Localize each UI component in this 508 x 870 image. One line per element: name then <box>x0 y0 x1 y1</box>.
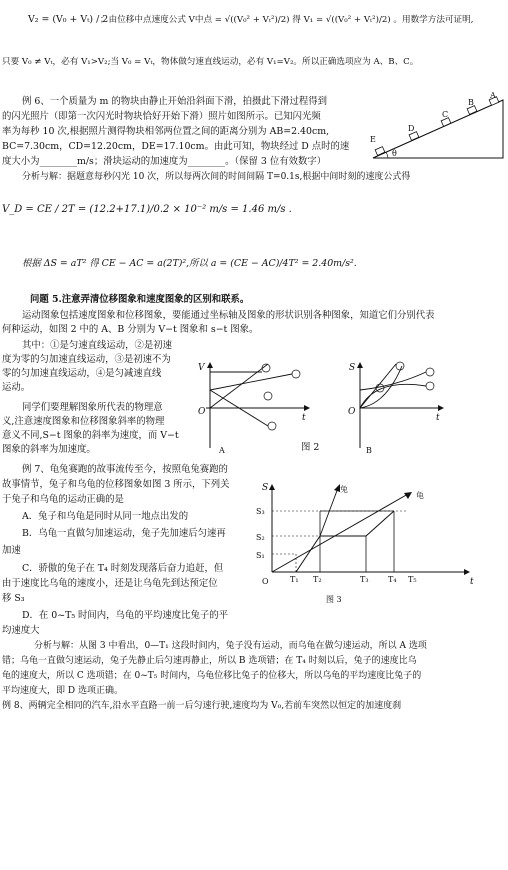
graph-a-origin: O <box>198 407 206 417</box>
incline-angle-theta: θ <box>392 149 397 158</box>
text-line-1a: V₂ = (V₀ + Vₜ) / 2 <box>28 14 109 25</box>
example7-option-c-2: 由于速度比乌龟的速度小，还是让乌龟先到达预定位 <box>2 578 218 589</box>
graph-3-xtick-t1: T₁ <box>290 575 299 584</box>
incline-label-c: C <box>442 110 449 119</box>
graph-3-xlabel: t <box>470 577 474 587</box>
graph-3-rabbit-label: 兔 <box>340 485 348 494</box>
question5-line-5: 零的匀加速直线运动，④是匀减速直线 <box>2 368 162 379</box>
example6-line-4: BC=7.30cm，CD=12.20cm，DE=17.10cm。由此可知，物块经过 D 点时的速 <box>2 141 350 152</box>
graph-3-race <box>256 480 484 606</box>
example6-line-3: 率为每秒 10 次,根据照片测得物块相邻两位置之间的距离分别为 AB=2.40cm, <box>2 126 330 137</box>
example8-line-1: 例 8、两辆完全相同的汽车,沿水平直路一前一后匀速行驶,速度均为 V₀,若前车突然以恒定的加速度刹 <box>2 701 402 711</box>
text-line-1b: ；由位移中点速度公式 V中点 = √((V₀² + Vₜ²)/2) 得 V₁ = √((V₀² + Vₜ²)/2) 。用数学方法可证明, <box>100 15 474 25</box>
graph-b-origin: O <box>348 407 356 417</box>
graph-3-rabbit-line <box>272 511 394 572</box>
formula-acceleration: 根据 ΔS = aT² 得 CE − AC = a(2T)²,所以 a = (CE − AC)/4T² = 2.40m/s². <box>22 258 357 269</box>
graph-3-ylabel: S <box>262 483 269 493</box>
question5-line-8: 义,注意速度图象和位移图象斜率的物理 <box>2 416 165 427</box>
graph-3-caption: 图 3 <box>326 595 342 604</box>
example7-option-b-1: B．乌龟一直做匀加速运动，兔子先加速后匀速再 <box>22 528 226 539</box>
question5-line-4: 度为零的匀加速直线运动，③是初速不为 <box>2 354 171 365</box>
graph-3-xtick-t4: T₄ <box>388 575 397 584</box>
graph-b-curve-4 <box>360 384 426 408</box>
answer7-line-2: 错；乌龟一直做匀速运动，兔子先静止后匀速再静止，所以 B 选项错；在 T₄ 时刻以后，兔子的速度比乌 <box>2 656 417 666</box>
question5-line-2: 何种运动，如图 2 中的 A、B 分别为 V−t 图象和 s−t 图象。 <box>2 324 259 335</box>
question5-line-7: 同学们要理解图象所代表的物理意 <box>22 402 163 413</box>
graph-3-ytick-s1: S₁ <box>256 551 265 560</box>
graph-a-curve-2 <box>210 364 268 408</box>
graph-a-caption: A <box>219 446 225 455</box>
graph-3-ytick-s2: S₂ <box>256 533 265 542</box>
example7-option-b-2: 加速 <box>2 545 21 556</box>
answer7-line-4: 平均速度大，即 D 选项正确。 <box>2 686 123 696</box>
example6-line-2: 的闪光照片（即第一次闪光时物块恰好开始下滑）照片如图所示。已知闪光频 <box>2 111 321 122</box>
example6-line-1: 例 6、一个质量为 m 的物块由静止开始沿斜面下滑，拍摄此下滑过程得到 <box>22 96 328 107</box>
graph-3-turtle-label: 龟 <box>416 491 424 500</box>
formula-vd: V_D = CE / 2T = (12.2+17.1)/0.2 × 10⁻² m/s = 1.46 m/s . <box>2 204 292 215</box>
question5-heading: 问题 5.注意弄清位移图象和速度图象的区别和联系。 <box>30 294 250 305</box>
example7-option-a: A．兔子和乌龟是同时从同一地点出发的 <box>22 511 189 522</box>
graph-3-xtick-t2: T₂ <box>313 575 322 584</box>
example7-option-c-1: C．骄傲的兔子在 T₄ 时刻发现落后奋力追赶，但 <box>22 563 224 574</box>
incline-label-d: D <box>408 124 415 133</box>
graph-3-xtick-t5: T₅ <box>408 575 417 584</box>
graph-a-ylabel: V <box>198 363 205 373</box>
answer7-line-1: 分析与解：从图 3 中看出，0—T₁ 这段时间内，兔子没有运动，而乌龟在做匀速运动，所以 A 选项 <box>34 641 427 651</box>
question5-line-10: 图象的斜率为加速度。 <box>2 444 96 455</box>
graph-3-ytick-s3: S₃ <box>256 507 265 516</box>
incline-figure <box>368 90 508 165</box>
graph-3-origin: O <box>262 577 269 586</box>
graph-b-xlabel: t <box>436 413 440 423</box>
graph-b-caption: B <box>366 446 372 455</box>
example7-line-2: 故事情节，兔子和乌龟的位移图象如图 3 所示，下列关 <box>2 479 230 490</box>
graph-a-xlabel: t <box>302 413 306 423</box>
text-line-2: 只要 V₀ ≠ Vₜ，必有 V₁>V₂;当 V₀ = Vₜ，物体做匀速直线运动，必有 V₁=V₂。所以正确选项应为 A、B、C。 <box>2 57 419 67</box>
graph-3-xtick-t3: T₃ <box>360 575 369 584</box>
example7-line-1: 例 7、龟兔赛跑的故事流传至今，按照龟兔赛跑的 <box>22 464 228 475</box>
graph-b-st <box>346 360 446 456</box>
incline-label-b: B <box>468 98 474 107</box>
answer7-line-3: 龟的速度大，所以 C 选项错；在 0~T₅ 时间内，乌龟位移比兔子的位移大，所以乌龟的平均速度比兔子的 <box>2 671 422 681</box>
incline-label-a: A <box>490 91 496 100</box>
figure2-caption: 图 2 <box>301 442 320 453</box>
question5-line-3: 其中：①是匀速直线运动，②是初速 <box>22 340 173 351</box>
incline-label-e: E <box>370 135 376 144</box>
example6-line-5: 度大小为________m/s；滑块运动的加速度为________。（保留 3 位有效数字） <box>2 156 327 167</box>
example7-option-d-2: 均速度大 <box>2 625 40 636</box>
example7-line-3: 于兔子和乌龟的运动正确的是 <box>2 494 124 505</box>
graph-3-turtle-line <box>272 494 408 572</box>
graph-b-curve-3 <box>360 372 426 390</box>
example7-option-d-1: D．在 0~T₅ 时间内，乌龟的平均速度比兔子的平 <box>22 610 229 621</box>
graph-a-vt <box>196 360 312 456</box>
graph-b-ylabel: S <box>349 363 356 373</box>
question5-line-6: 运动。 <box>2 382 31 393</box>
example7-option-c-3: 移 S₃ <box>2 593 25 604</box>
example6-line-6: 分析与解：据题意每秒闪光 10 次，所以每两次间的时间间隔 T=0.1s,根据中间时刻的速度公式得 <box>22 172 411 182</box>
question5-line-9: 意义不同,S−t 图象的斜率为速度，而 V−t <box>2 430 179 441</box>
question5-line-1: 运动图象包括速度图象和位移图象，要能通过坐标轴及图象的形状识别各种图象，知道它们分别代表 <box>22 310 435 321</box>
